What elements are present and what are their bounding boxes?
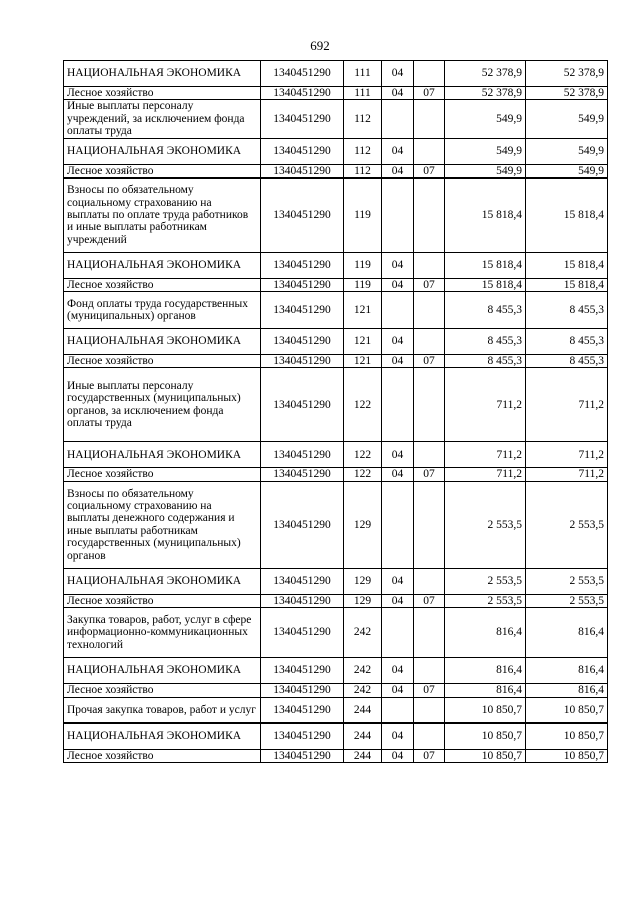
row-name: НАЦИОНАЛЬНАЯ ЭКОНОМИКА — [64, 442, 261, 468]
row-expense-type: 111 — [344, 87, 382, 100]
row-subsection: 07 — [414, 684, 445, 697]
row-amount-1: 549,9 — [445, 100, 526, 138]
row-amount-1: 15 818,4 — [445, 278, 526, 291]
row-section: 04 — [382, 468, 414, 481]
row-subsection — [414, 658, 445, 684]
row-name: Взносы по обязательному социальному страхованию на выплаты денежного содержания и иные выплаты работникам государственных (муниципальных) органов — [64, 481, 261, 568]
row-name: Фонд оплаты труда государственных (муниципальных) органов — [64, 291, 261, 328]
row-amount-1: 711,2 — [445, 368, 526, 442]
row-target-code: 1340451290 — [261, 608, 344, 658]
row-amount-1: 15 818,4 — [445, 252, 526, 278]
row-section — [382, 481, 414, 568]
table-row — [64, 354, 608, 367]
row-subsection: 07 — [414, 468, 445, 481]
row-subsection: 07 — [414, 594, 445, 607]
row-target-code: 1340451290 — [261, 468, 344, 481]
page-number: 692 — [310, 38, 330, 53]
table-row — [64, 594, 608, 607]
row-amount-2: 15 818,4 — [526, 178, 608, 252]
row-section — [382, 608, 414, 658]
row-target-code: 1340451290 — [261, 481, 344, 568]
row-target-code: 1340451290 — [261, 278, 344, 291]
row-amount-1: 15 818,4 — [445, 178, 526, 252]
row-expense-type: 121 — [344, 291, 382, 328]
row-expense-type: 119 — [344, 252, 382, 278]
row-name: Лесное хозяйство — [64, 87, 261, 100]
row-amount-2: 2 553,5 — [526, 568, 608, 594]
row-expense-type: 121 — [344, 328, 382, 354]
row-target-code: 1340451290 — [261, 164, 344, 178]
row-amount-1: 52 378,9 — [445, 87, 526, 100]
row-expense-type: 244 — [344, 749, 382, 762]
row-target-code: 1340451290 — [261, 354, 344, 367]
row-section — [382, 178, 414, 252]
row-amount-2: 816,4 — [526, 658, 608, 684]
table-row — [64, 442, 608, 468]
row-subsection — [414, 608, 445, 658]
table-row — [64, 368, 608, 442]
table-row — [64, 723, 608, 749]
row-amount-2: 549,9 — [526, 100, 608, 138]
row-name: Иные выплаты персоналу государственных (муниципальных) органов, за исключением фонда оплаты труда — [64, 368, 261, 442]
row-expense-type: 242 — [344, 658, 382, 684]
row-amount-2: 10 850,7 — [526, 723, 608, 749]
row-expense-type: 244 — [344, 723, 382, 749]
row-expense-type: 129 — [344, 481, 382, 568]
table-row — [64, 252, 608, 278]
row-section — [382, 697, 414, 723]
row-target-code: 1340451290 — [261, 368, 344, 442]
table-row — [64, 684, 608, 697]
row-subsection — [414, 291, 445, 328]
row-expense-type: 122 — [344, 442, 382, 468]
row-amount-2: 8 455,3 — [526, 291, 608, 328]
row-section: 04 — [382, 658, 414, 684]
row-name: Взносы по обязательному социальному страхованию на выплаты по оплате труда работников и иные выплаты работникам учреждений — [64, 178, 261, 252]
row-name: Иные выплаты персоналу учреждений, за исключением фонда оплаты труда — [64, 100, 261, 138]
table-row — [64, 608, 608, 658]
row-amount-2: 52 378,9 — [526, 61, 608, 87]
row-subsection — [414, 723, 445, 749]
row-section: 04 — [382, 594, 414, 607]
row-target-code: 1340451290 — [261, 138, 344, 164]
row-subsection — [414, 138, 445, 164]
row-name: НАЦИОНАЛЬНАЯ ЭКОНОМИКА — [64, 252, 261, 278]
table-row — [64, 658, 608, 684]
row-subsection — [414, 252, 445, 278]
table-row — [64, 164, 608, 178]
row-target-code: 1340451290 — [261, 658, 344, 684]
row-section: 04 — [382, 749, 414, 762]
row-expense-type: 244 — [344, 697, 382, 723]
row-amount-2: 15 818,4 — [526, 278, 608, 291]
row-name: НАЦИОНАЛЬНАЯ ЭКОНОМИКА — [64, 723, 261, 749]
row-amount-2: 816,4 — [526, 608, 608, 658]
row-section: 04 — [382, 138, 414, 164]
row-amount-2: 52 378,9 — [526, 87, 608, 100]
row-expense-type: 242 — [344, 608, 382, 658]
row-section — [382, 291, 414, 328]
row-amount-1: 2 553,5 — [445, 568, 526, 594]
row-target-code: 1340451290 — [261, 697, 344, 723]
row-amount-1: 711,2 — [445, 442, 526, 468]
row-amount-2: 15 818,4 — [526, 252, 608, 278]
row-section: 04 — [382, 723, 414, 749]
row-amount-1: 8 455,3 — [445, 354, 526, 367]
row-expense-type: 129 — [344, 568, 382, 594]
row-amount-1: 10 850,7 — [445, 749, 526, 762]
row-target-code: 1340451290 — [261, 328, 344, 354]
row-section: 04 — [382, 568, 414, 594]
table-row — [64, 291, 608, 328]
row-target-code: 1340451290 — [261, 178, 344, 252]
row-amount-2: 549,9 — [526, 138, 608, 164]
row-amount-2: 711,2 — [526, 368, 608, 442]
row-expense-type: 119 — [344, 178, 382, 252]
row-name: Закупка товаров, работ, услуг в сфере информационно-коммуникационных технологий — [64, 608, 261, 658]
row-subsection: 07 — [414, 278, 445, 291]
row-subsection — [414, 178, 445, 252]
table-row — [64, 87, 608, 100]
row-expense-type: 112 — [344, 164, 382, 178]
row-subsection — [414, 328, 445, 354]
budget-table-body — [64, 61, 608, 763]
row-subsection: 07 — [414, 87, 445, 100]
row-amount-2: 2 553,5 — [526, 594, 608, 607]
row-expense-type: 119 — [344, 278, 382, 291]
row-expense-type: 129 — [344, 594, 382, 607]
row-name: НАЦИОНАЛЬНАЯ ЭКОНОМИКА — [64, 658, 261, 684]
row-section: 04 — [382, 87, 414, 100]
row-expense-type: 121 — [344, 354, 382, 367]
row-target-code: 1340451290 — [261, 100, 344, 138]
row-name: НАЦИОНАЛЬНАЯ ЭКОНОМИКА — [64, 568, 261, 594]
row-target-code: 1340451290 — [261, 87, 344, 100]
row-section: 04 — [382, 252, 414, 278]
row-amount-1: 10 850,7 — [445, 723, 526, 749]
row-name: Лесное хозяйство — [64, 594, 261, 607]
row-amount-1: 52 378,9 — [445, 61, 526, 87]
table-row — [64, 749, 608, 762]
row-amount-1: 8 455,3 — [445, 291, 526, 328]
row-name: Лесное хозяйство — [64, 749, 261, 762]
row-amount-1: 816,4 — [445, 684, 526, 697]
row-target-code: 1340451290 — [261, 749, 344, 762]
row-section: 04 — [382, 328, 414, 354]
table-row — [64, 468, 608, 481]
row-amount-1: 816,4 — [445, 608, 526, 658]
row-subsection — [414, 100, 445, 138]
row-expense-type: 122 — [344, 368, 382, 442]
row-subsection: 07 — [414, 164, 445, 178]
row-amount-1: 549,9 — [445, 138, 526, 164]
table-row — [64, 61, 608, 87]
row-section — [382, 368, 414, 442]
row-name: Лесное хозяйство — [64, 164, 261, 178]
row-name: НАЦИОНАЛЬНАЯ ЭКОНОМИКА — [64, 328, 261, 354]
row-expense-type: 112 — [344, 100, 382, 138]
row-amount-2: 10 850,7 — [526, 697, 608, 723]
row-target-code: 1340451290 — [261, 291, 344, 328]
row-amount-1: 711,2 — [445, 468, 526, 481]
table-row — [64, 481, 608, 568]
row-amount-2: 2 553,5 — [526, 481, 608, 568]
row-amount-1: 2 553,5 — [445, 594, 526, 607]
row-amount-2: 711,2 — [526, 468, 608, 481]
row-amount-1: 10 850,7 — [445, 697, 526, 723]
row-name: Прочая закупка товаров, работ и услуг — [64, 697, 261, 723]
row-expense-type: 122 — [344, 468, 382, 481]
row-subsection — [414, 368, 445, 442]
row-expense-type: 112 — [344, 138, 382, 164]
row-amount-1: 816,4 — [445, 658, 526, 684]
row-section — [382, 100, 414, 138]
row-section: 04 — [382, 684, 414, 697]
row-target-code: 1340451290 — [261, 568, 344, 594]
row-target-code: 1340451290 — [261, 684, 344, 697]
row-name: НАЦИОНАЛЬНАЯ ЭКОНОМИКА — [64, 138, 261, 164]
row-amount-2: 549,9 — [526, 164, 608, 178]
row-section: 04 — [382, 442, 414, 468]
row-target-code: 1340451290 — [261, 594, 344, 607]
row-amount-2: 816,4 — [526, 684, 608, 697]
row-subsection — [414, 442, 445, 468]
row-amount-1: 2 553,5 — [445, 481, 526, 568]
row-section: 04 — [382, 61, 414, 87]
table-row — [64, 568, 608, 594]
row-subsection — [414, 61, 445, 87]
row-amount-1: 549,9 — [445, 164, 526, 178]
row-subsection — [414, 568, 445, 594]
row-target-code: 1340451290 — [261, 252, 344, 278]
row-name: Лесное хозяйство — [64, 684, 261, 697]
table-row — [64, 328, 608, 354]
row-name: НАЦИОНАЛЬНАЯ ЭКОНОМИКА — [64, 61, 261, 87]
row-section: 04 — [382, 278, 414, 291]
row-amount-2: 711,2 — [526, 442, 608, 468]
row-expense-type: 242 — [344, 684, 382, 697]
row-target-code: 1340451290 — [261, 442, 344, 468]
row-amount-2: 8 455,3 — [526, 328, 608, 354]
row-amount-2: 10 850,7 — [526, 749, 608, 762]
row-expense-type: 111 — [344, 61, 382, 87]
row-subsection: 07 — [414, 354, 445, 367]
row-target-code: 1340451290 — [261, 61, 344, 87]
budget-table — [63, 60, 608, 763]
row-subsection — [414, 481, 445, 568]
row-section: 04 — [382, 354, 414, 367]
table-row — [64, 697, 608, 723]
row-subsection: 07 — [414, 749, 445, 762]
table-row — [64, 178, 608, 252]
row-section: 04 — [382, 164, 414, 178]
table-row — [64, 278, 608, 291]
table-row — [64, 100, 608, 138]
row-amount-1: 8 455,3 — [445, 328, 526, 354]
row-name: Лесное хозяйство — [64, 354, 261, 367]
row-target-code: 1340451290 — [261, 723, 344, 749]
row-amount-2: 8 455,3 — [526, 354, 608, 367]
table-row — [64, 138, 608, 164]
row-name: Лесное хозяйство — [64, 278, 261, 291]
row-name: Лесное хозяйство — [64, 468, 261, 481]
row-subsection — [414, 697, 445, 723]
